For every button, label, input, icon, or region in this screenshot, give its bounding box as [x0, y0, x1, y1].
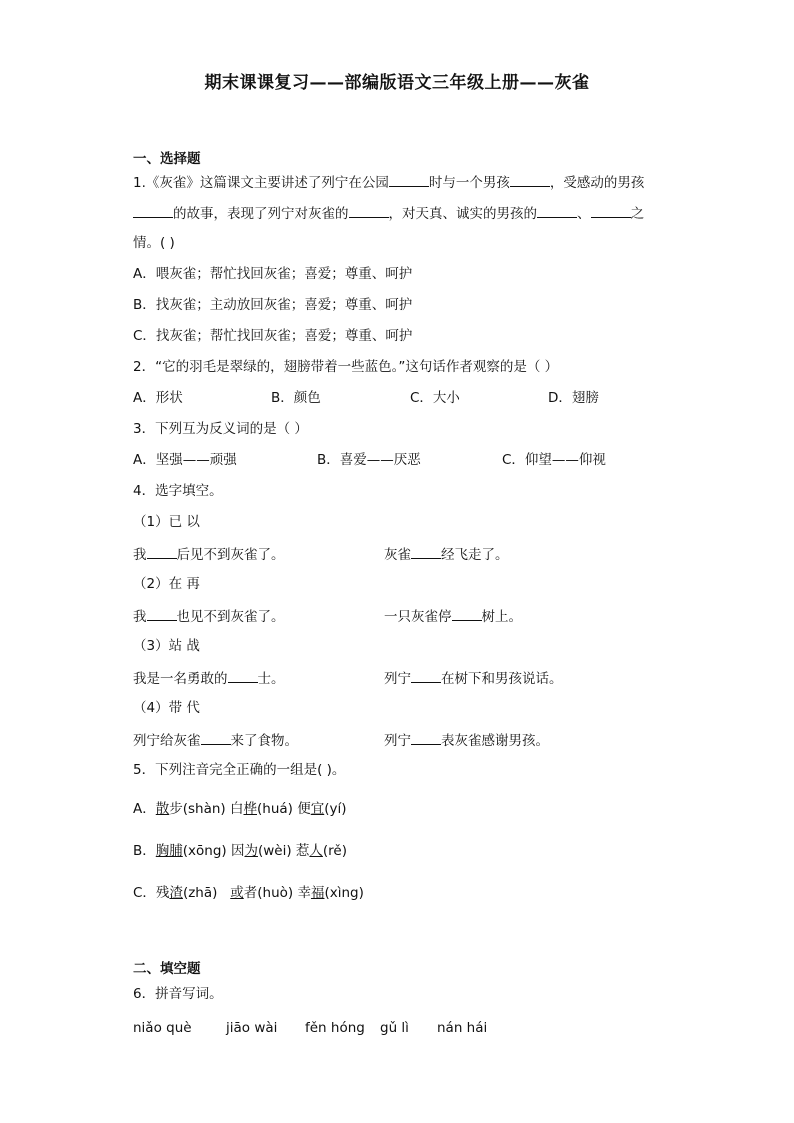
pinyin-text: 者(huò) 幸 [243, 885, 311, 901]
pinyin-item: nán hái [437, 1020, 488, 1036]
blank [389, 172, 429, 187]
q1-option-b[interactable]: B．找灰雀；主动放回灰雀；喜爱；尊重、呵护 [133, 297, 413, 313]
q6-stem: 6．拼音写词。 [133, 986, 223, 1002]
section-heading-fill: 二、填空题 [133, 961, 201, 977]
q4-p2-sentence-b [384, 606, 522, 626]
q4-part-1-label: （1）已 以 [133, 514, 200, 530]
q1-text: 1.《灰雀》这篇课文主要讲述了列宁在公园 [133, 175, 389, 191]
pinyin-text: (yí) [324, 801, 347, 817]
q1-option-a[interactable]: A．喂灰雀；帮忙找回灰雀；喜爱；尊重、呵护 [133, 266, 413, 282]
q1-line-2 [133, 203, 644, 223]
q4-p3-sentence-a [133, 668, 285, 688]
sentence-text: 列宁 [384, 733, 411, 749]
q3-option-a[interactable]: A．坚强——顽强 [133, 452, 237, 468]
q4-stem: 4．选字填空。 [133, 483, 223, 499]
pinyin-text: 步(shàn) 白 [169, 801, 244, 817]
q1-option-c[interactable]: C．找灰雀；帮忙找回灰雀；喜爱；尊重、呵护 [133, 328, 413, 344]
sentence-text: 树上。 [481, 609, 522, 625]
pinyin-text: (zhā) [182, 885, 231, 901]
blank [411, 668, 441, 683]
sentence-text: 列宁给灰雀 [133, 733, 201, 749]
pinyin-item: fěn hóng [305, 1020, 365, 1036]
pinyin-item: jiāo wài [226, 1020, 278, 1036]
blank [133, 203, 173, 218]
section-heading-choice: 一、选择题 [133, 151, 201, 167]
sentence-text: 表灰雀感谢男孩。 [441, 733, 549, 749]
sentence-text: 灰雀 [384, 547, 411, 563]
pinyin-text: (xìng) [324, 885, 364, 901]
underlined-char: 为 [244, 843, 258, 859]
q1-text: 时与一个男孩 [428, 175, 510, 191]
underlined-char: 人 [309, 843, 323, 859]
q4-part-3-label: （3）站 战 [133, 638, 200, 654]
q4-p2-sentence-a [133, 606, 285, 626]
q5-option-c[interactable] [133, 884, 364, 902]
sentence-text: 我 [133, 547, 147, 563]
blank [452, 606, 482, 621]
blank [201, 730, 231, 745]
option-label: B． [133, 843, 156, 859]
underlined-char: 桦 [243, 801, 257, 817]
pinyin-text: (wèi) 惹 [257, 843, 310, 859]
q1-text: ，受感动的男孩 [549, 175, 645, 191]
sentence-text: 我是一名勇敢的 [133, 671, 228, 687]
q2-stem: 2．“它的羽毛是翠绿的，翅膀带着一些蓝色。”这句话作者观察的是（ ） [133, 359, 559, 375]
underlined-char: 渣 [169, 885, 183, 901]
pinyin-item: gǔ lì [380, 1020, 409, 1036]
q1-text: ，对天真、诚实的男孩的 [388, 206, 537, 222]
q1-text: 之 [630, 206, 644, 222]
q2-option-d[interactable]: D．翅膀 [548, 390, 599, 406]
blank [510, 172, 550, 187]
sentence-text: 来了食物。 [230, 733, 298, 749]
q4-part-4-label: （4）带 代 [133, 700, 200, 716]
q3-option-b[interactable]: B．喜爱——厌恶 [317, 452, 421, 468]
sentence-text: 士。 [257, 671, 285, 687]
sentence-text: 列宁 [384, 671, 411, 687]
pinyin-item: niǎo què [133, 1020, 192, 1036]
q5-option-b[interactable] [133, 842, 347, 860]
pinyin-text: (huá) 便 [257, 801, 311, 817]
blank [411, 544, 441, 559]
pinyin-text: (xōng) 因 [182, 843, 245, 859]
q2-option-c[interactable]: C．大小 [410, 390, 460, 406]
sentence-text: 在树下和男孩说话。 [441, 671, 563, 687]
q5-stem: 5．下列注音完全正确的一组是( )。 [133, 762, 346, 778]
underlined-char: 福 [310, 885, 325, 901]
sentence-text: 也见不到灰雀了。 [176, 609, 285, 625]
underlined-char: 胸脯 [155, 843, 183, 859]
q4-p4-sentence-a [133, 730, 298, 750]
blank [349, 203, 389, 218]
underlined-char: 散 [155, 801, 170, 817]
option-label: C． [133, 885, 156, 901]
q3-option-c[interactable]: C．仰望——仰视 [502, 452, 606, 468]
q4-p4-sentence-b [384, 730, 549, 750]
blank [147, 544, 177, 559]
q1-text: 的故事，表现了列宁对灰雀的 [173, 206, 349, 222]
sentence-text: 后见不到灰雀了。 [176, 547, 285, 563]
q5-option-a[interactable] [133, 800, 347, 818]
pinyin-text: (rě) [322, 843, 347, 859]
blank [591, 203, 631, 218]
sentence-text: 我 [133, 609, 147, 625]
q2-option-a[interactable]: A．形状 [133, 390, 183, 406]
q1-line-3: 情。( ) [133, 235, 175, 251]
page-title: 期末课课复习——部编版语文三年级上册——灰雀 [204, 73, 590, 93]
q1-text: 、 [577, 206, 591, 222]
sentence-text: 一只灰雀停 [384, 609, 452, 625]
underlined-char: 或 [230, 885, 244, 901]
q4-part-2-label: （2）在 再 [133, 576, 200, 592]
option-label: A． [133, 801, 156, 817]
q4-p1-sentence-b [384, 544, 509, 564]
blank [537, 203, 577, 218]
blank [411, 730, 441, 745]
char-text: 残 [155, 885, 170, 901]
blank [228, 668, 258, 683]
q3-stem: 3．下列互为反义词的是（ ） [133, 421, 308, 437]
q1-line-1 [133, 172, 644, 192]
sentence-text: 经飞走了。 [441, 547, 509, 563]
q4-p1-sentence-a [133, 544, 285, 564]
underlined-char: 宜 [310, 801, 325, 817]
q2-option-b[interactable]: B．颜色 [271, 390, 321, 406]
q4-p3-sentence-b [384, 668, 563, 688]
blank [147, 606, 177, 621]
